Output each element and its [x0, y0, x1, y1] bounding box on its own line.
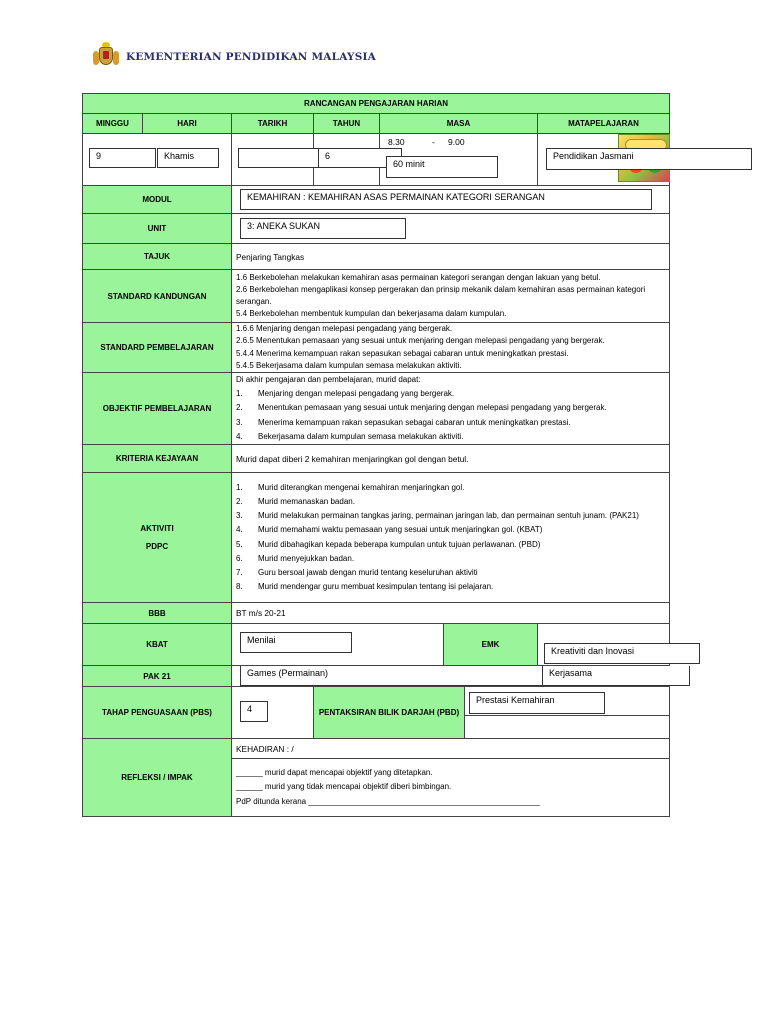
list-item: 8. Murid mendengar guru membuat kesimpulan tentang isi pelajaran.: [236, 582, 494, 592]
cell-masa: [380, 134, 538, 186]
ministry-name: KEMENTERIAN PENDIDIKAN MALAYSIA: [126, 51, 376, 63]
cell-matapelajaran: [538, 134, 670, 186]
list-item: 4. Murid memahami waktu pemasaan yang sesuai untuk menjaringkan gol. (KBAT): [236, 525, 543, 535]
cell-kbat: [232, 624, 444, 666]
col-minggu: MINGGU: [83, 114, 143, 134]
cell-modul: [232, 186, 670, 214]
label-kbat: KBAT: [83, 624, 232, 666]
cell-unit: [232, 214, 670, 244]
modul-field[interactable]: KEMAHIRAN : KEMAHIRAN ASAS PERMAINAN KATEGORI SERANGAN: [240, 189, 652, 210]
col-tarikh: TARIKH: [232, 114, 314, 134]
tahap-field[interactable]: 4: [240, 701, 268, 722]
pak21-right-field[interactable]: Kerjasama: [542, 666, 690, 686]
daily-lesson-plan-table: [82, 93, 670, 817]
unit-field[interactable]: 3: ANEKA SUKAN: [240, 218, 406, 239]
list-item: 4. Bekerjasama dalam kumpulan semasa melakukan aktiviti.: [236, 431, 464, 441]
list-item: 2. Menentukan pemasaan yang sesuai untuk menjaring dengan melepasi pengadang yang bergerak.: [236, 403, 607, 413]
cell-pak21: [232, 666, 538, 687]
ministry-header: [92, 42, 376, 72]
minggu-field[interactable]: 9: [89, 148, 156, 168]
tarikh-field[interactable]: [238, 148, 322, 168]
bbb-value: BT m/s 20-21: [232, 603, 670, 624]
cell-emk: [538, 624, 670, 666]
label-pdpc-text: PDPC: [145, 541, 169, 551]
label-unit: UNIT: [83, 214, 232, 244]
masa-duration-field[interactable]: 60 minit: [386, 156, 498, 178]
label-refleksi: REFLEKSI / IMPAK: [83, 739, 232, 817]
masa-separator: -: [432, 137, 435, 147]
list-item: 3. Menerima kemampuan rakan sepasukan sebagai cabaran untuk meningkatkan prestasi.: [236, 417, 571, 427]
list-item: 1. Menjaring dengan melepasi pengadang yang bergerak.: [236, 389, 455, 399]
sp-item: 5.4.4 Menerima kemampuan rakan sepasukan sebagai cabaran untuk meningkatkan prestasi.: [236, 348, 569, 358]
cell-tarikh: [232, 134, 314, 186]
col-masa: MASA: [380, 114, 538, 134]
label-objektif: OBJEKTIF PEMBELAJARAN: [83, 373, 232, 445]
refleksi-line-3: PdP ditunda kerana ____________________________________________________: [236, 796, 540, 806]
pak21-field[interactable]: Games (Permainan): [240, 666, 560, 686]
cell-tahap: [232, 687, 314, 739]
masa-end: 9.00: [448, 137, 465, 147]
refleksi-line-1: ______ murid dapat mencapai objektif yang ditetapkan.: [236, 767, 433, 777]
col-hari: HARI: [143, 114, 232, 134]
objektif-intro: Di akhir pengajaran dan pembelajaran, murid dapat:: [236, 375, 421, 384]
pbd-field[interactable]: Prestasi Kemahiran: [469, 692, 605, 714]
list-item: 1. Murid diterangkan mengenai kemahiran menjaringkan gol.: [236, 482, 465, 492]
tahun-field[interactable]: 6: [318, 148, 402, 168]
aktiviti-list: [232, 473, 670, 603]
standard-kandungan-list: [232, 270, 670, 323]
label-modul: MODUL: [83, 186, 232, 214]
label-aktiviti-text: AKTIVITI: [140, 523, 174, 533]
cell-pak21-right: [538, 666, 670, 687]
label-bbb: BBB: [83, 603, 232, 624]
form-title: RANCANGAN PENGAJARAN HARIAN: [83, 94, 670, 114]
matapelajaran-field[interactable]: Pendidikan Jasmani: [546, 148, 752, 170]
col-tahun: TAHUN: [314, 114, 380, 134]
label-standard-pembelajaran: STANDARD PEMBELAJARAN: [83, 323, 232, 373]
label-aktiviti: [83, 473, 232, 603]
label-kriteria: KRITERIA KEJAYAAN: [83, 445, 232, 473]
cell-tahun: [314, 134, 380, 186]
sk-item: 1.6 Berkebolehan melakukan kemahiran asas permainan kategori serangan dengan lakuan yang betul.: [236, 272, 601, 282]
standard-pembelajaran-list: [232, 323, 670, 373]
list-item: 5. Murid dibahagikan kepada beberapa kumpulan untuk tujuan perlawanan. (PBD): [236, 539, 541, 549]
masa-start: 8.30: [388, 137, 405, 147]
label-pak21: PAK 21: [83, 666, 232, 687]
list-item: 6. Murid menyejukkan badan.: [236, 553, 355, 563]
label-standard-kandungan: STANDARD KANDUNGAN: [83, 270, 232, 323]
label-emk: EMK: [444, 624, 538, 666]
cell-pbd: [465, 687, 670, 739]
list-item: 7. Guru bersoal jawab dengan murid tentang keseluruhan aktiviti: [236, 567, 478, 577]
label-tahap: TAHAP PENGUASAAN (PBS): [83, 687, 232, 739]
col-matapelajaran: MATAPELAJARAN: [538, 114, 670, 134]
kriteria-value: Murid dapat diberi 2 kemahiran menjaringkan gol dengan betul.: [232, 445, 670, 473]
label-pbd: PENTAKSIRAN BILIK DARJAH (PBD): [314, 687, 465, 739]
list-item: 2. Murid memanaskan badan.: [236, 496, 355, 506]
tajuk-value: Penjaring Tangkas: [232, 244, 670, 270]
label-tajuk: TAJUK: [83, 244, 232, 270]
kbat-field[interactable]: Menilai: [240, 632, 352, 653]
hari-field[interactable]: Khamis: [157, 148, 219, 168]
cell-minggu-hari: [83, 134, 232, 186]
refleksi-lines: [232, 759, 670, 817]
objektif-list: [232, 373, 670, 445]
list-item: 3. Murid melakukan permainan tangkas jaring, permainan jaringan lab, dan permainan sentuh junam. (PAK21): [236, 511, 639, 521]
refleksi-line-2: ______ murid yang tidak mencapai objektif diberi bimbingan.: [236, 782, 452, 792]
sk-item: 5.4 Berkebolehan membentuk kumpulan dan bekerjasama dalam kumpulan.: [236, 309, 507, 319]
sk-item: 2.6 Berkebolehan mengaplikasi konsep pergerakan dan prinsip mekanik dalam kemahiran asas permainan kategori serangan.: [236, 284, 646, 306]
kehadiran-value: KEHADIRAN : /: [232, 739, 670, 759]
sp-item: 1.6.6 Menjaring dengan melepasi pengadang yang bergerak.: [236, 324, 453, 334]
emk-field[interactable]: Kreativiti dan Inovasi: [544, 643, 700, 664]
sp-item: 2.6.5 Menentukan pemasaan yang sesuai untuk menjaring dengan melepasi pengadang yang bergerak.: [236, 336, 605, 346]
malaysia-crest-icon: [92, 45, 120, 69]
sp-item: 5.4.5 Bekerjasama dalam kumpulan semasa melakukan aktiviti.: [236, 360, 462, 370]
